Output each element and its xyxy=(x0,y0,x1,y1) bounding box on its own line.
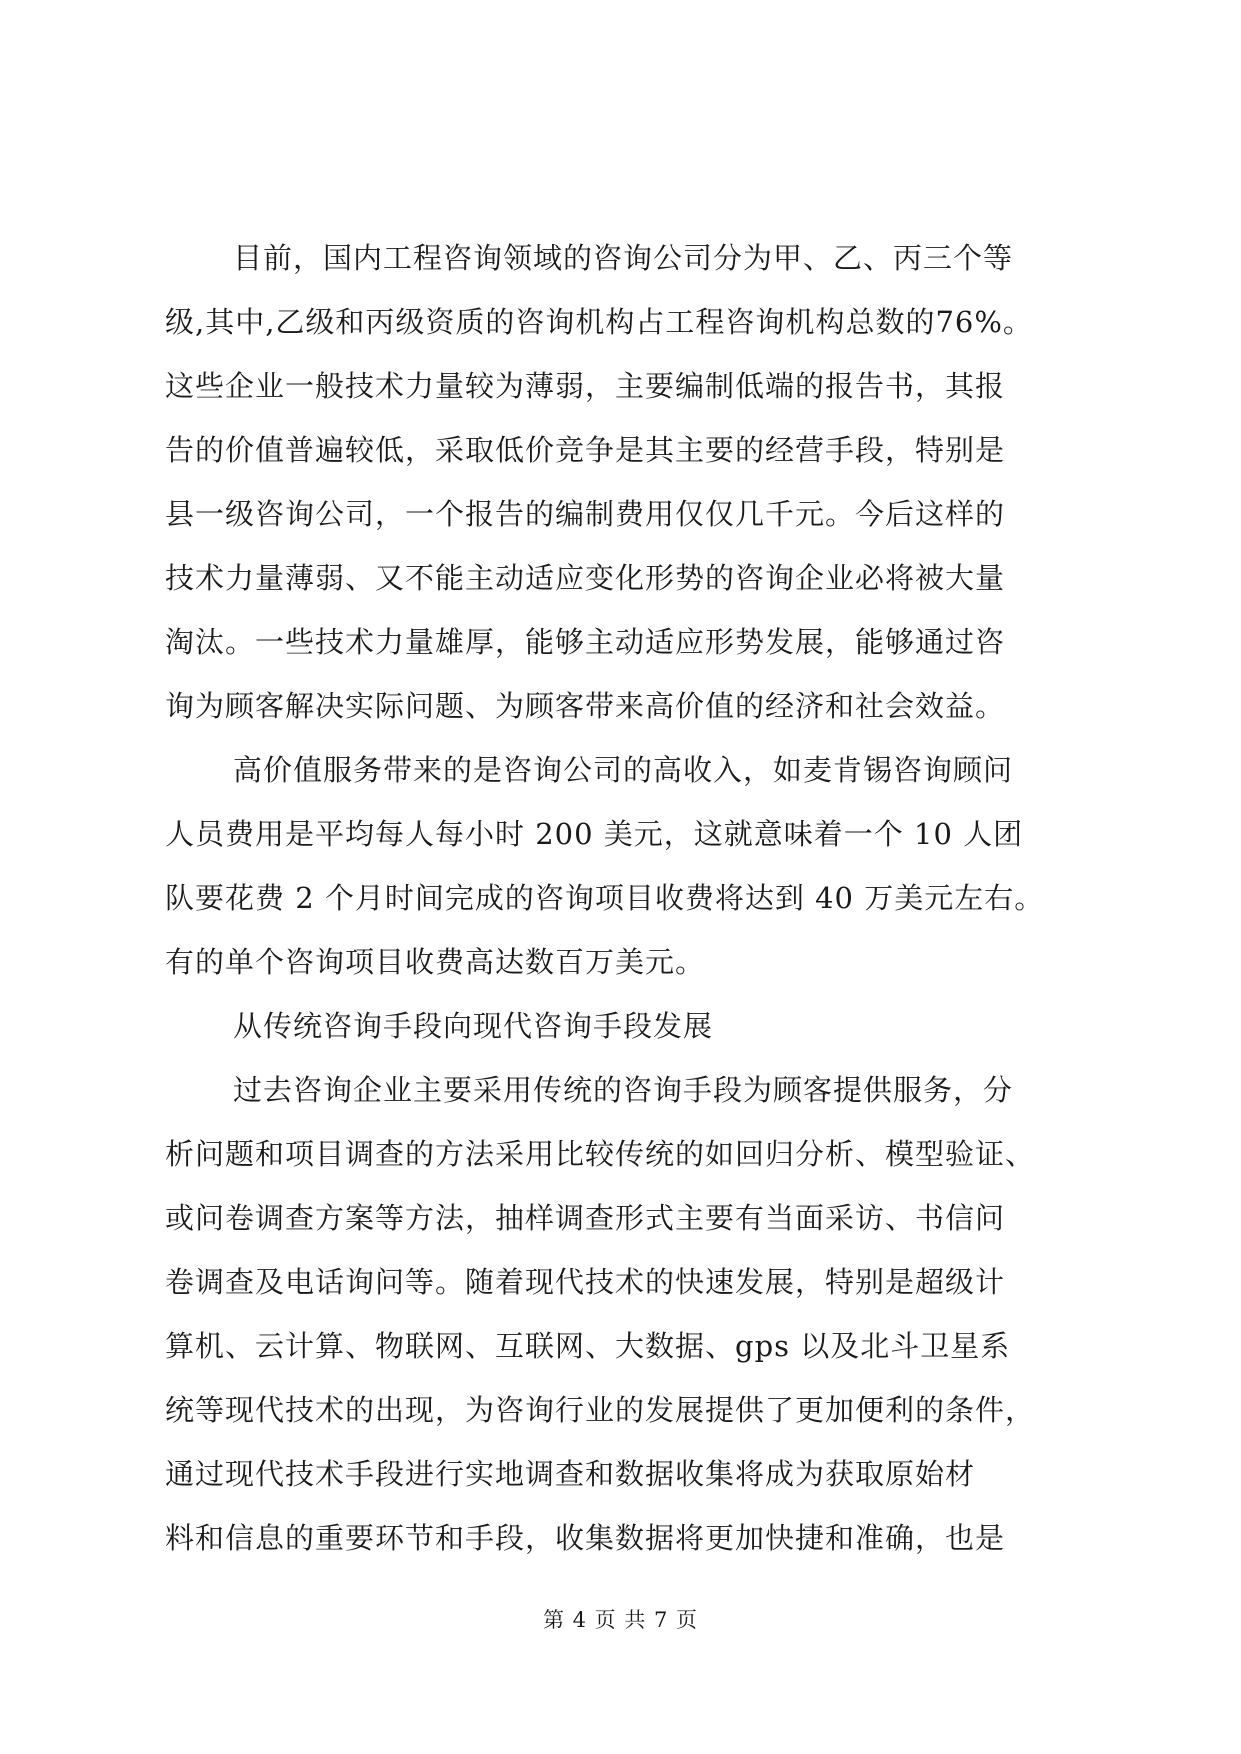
text-line: 有的单个咨询项目收费高达数百万美元。 xyxy=(165,945,706,979)
text-line: 过去咨询企业主要采用传统的咨询手段为顾客提供服务，分 xyxy=(233,1073,1014,1107)
text-line: 人员费用是平均每人每小时 200 美元，这就意味着一个 10 人团 xyxy=(165,817,1024,851)
text-line: 料和信息的重要环节和手段，收集数据将更加快捷和准确，也是 xyxy=(165,1521,1006,1555)
text-line: 目前，国内工程咨询领域的咨询公司分为甲、乙、丙三个等 xyxy=(233,241,1014,275)
text-line: 高价值服务带来的是咨询公司的高收入，如麦肯锡咨询顾问 xyxy=(233,753,1014,787)
text-line: 析问题和项目调查的方法采用比较传统的如回归分析、模型验证、 xyxy=(165,1137,1036,1171)
text-line: 技术力量薄弱、又不能主动适应变化形势的咨询企业必将被大量 xyxy=(165,561,1006,595)
text-line: 告的价值普遍较低，采取低价竞争是其主要的经营手段，特别是 xyxy=(165,433,1006,467)
text-line: 算机、云计算、物联网、互联网、大数据、gps 以及北斗卫星系 xyxy=(165,1329,1011,1363)
text-line: 县一级咨询公司，一个报告的编制费用仅仅几千元。今后这样的 xyxy=(165,497,1006,531)
text-line: 统等现代技术的出现，为咨询行业的发展提供了更加便利的条件， xyxy=(165,1393,1036,1427)
document-body xyxy=(165,226,1077,1570)
text-line: 询为顾客解决实际问题、为顾客带来高价值的经济和社会效益。 xyxy=(165,689,1006,723)
text-line: 从传统咨询手段向现代咨询手段发展 xyxy=(233,1009,714,1043)
text-line: 这些企业一般技术力量较为薄弱，主要编制低端的报告书，其报 xyxy=(165,369,1006,403)
page-footer: 第 4 页 共 7 页 xyxy=(542,1608,699,1632)
text-line: 或问卷调查方案等方法，抽样调查形式主要有当面采访、书信问 xyxy=(165,1201,1006,1235)
text-line: 级,其中,乙级和丙级资质的咨询机构占工程咨询机构总数的76%。 xyxy=(165,305,1033,339)
text-line: 卷调查及电话询问等。随着现代技术的快速发展，特别是超级计 xyxy=(165,1265,1006,1299)
text-line: 通过现代技术手段进行实地调查和数据收集将成为获取原始材 xyxy=(165,1457,976,1491)
text-line: 队要花费 2 个月时间完成的咨询项目收费将达到 40 万美元左右。 xyxy=(165,881,1045,915)
text-line: 淘汰。一些技术力量雄厚，能够主动适应形势发展，能够通过咨 xyxy=(165,625,1006,659)
